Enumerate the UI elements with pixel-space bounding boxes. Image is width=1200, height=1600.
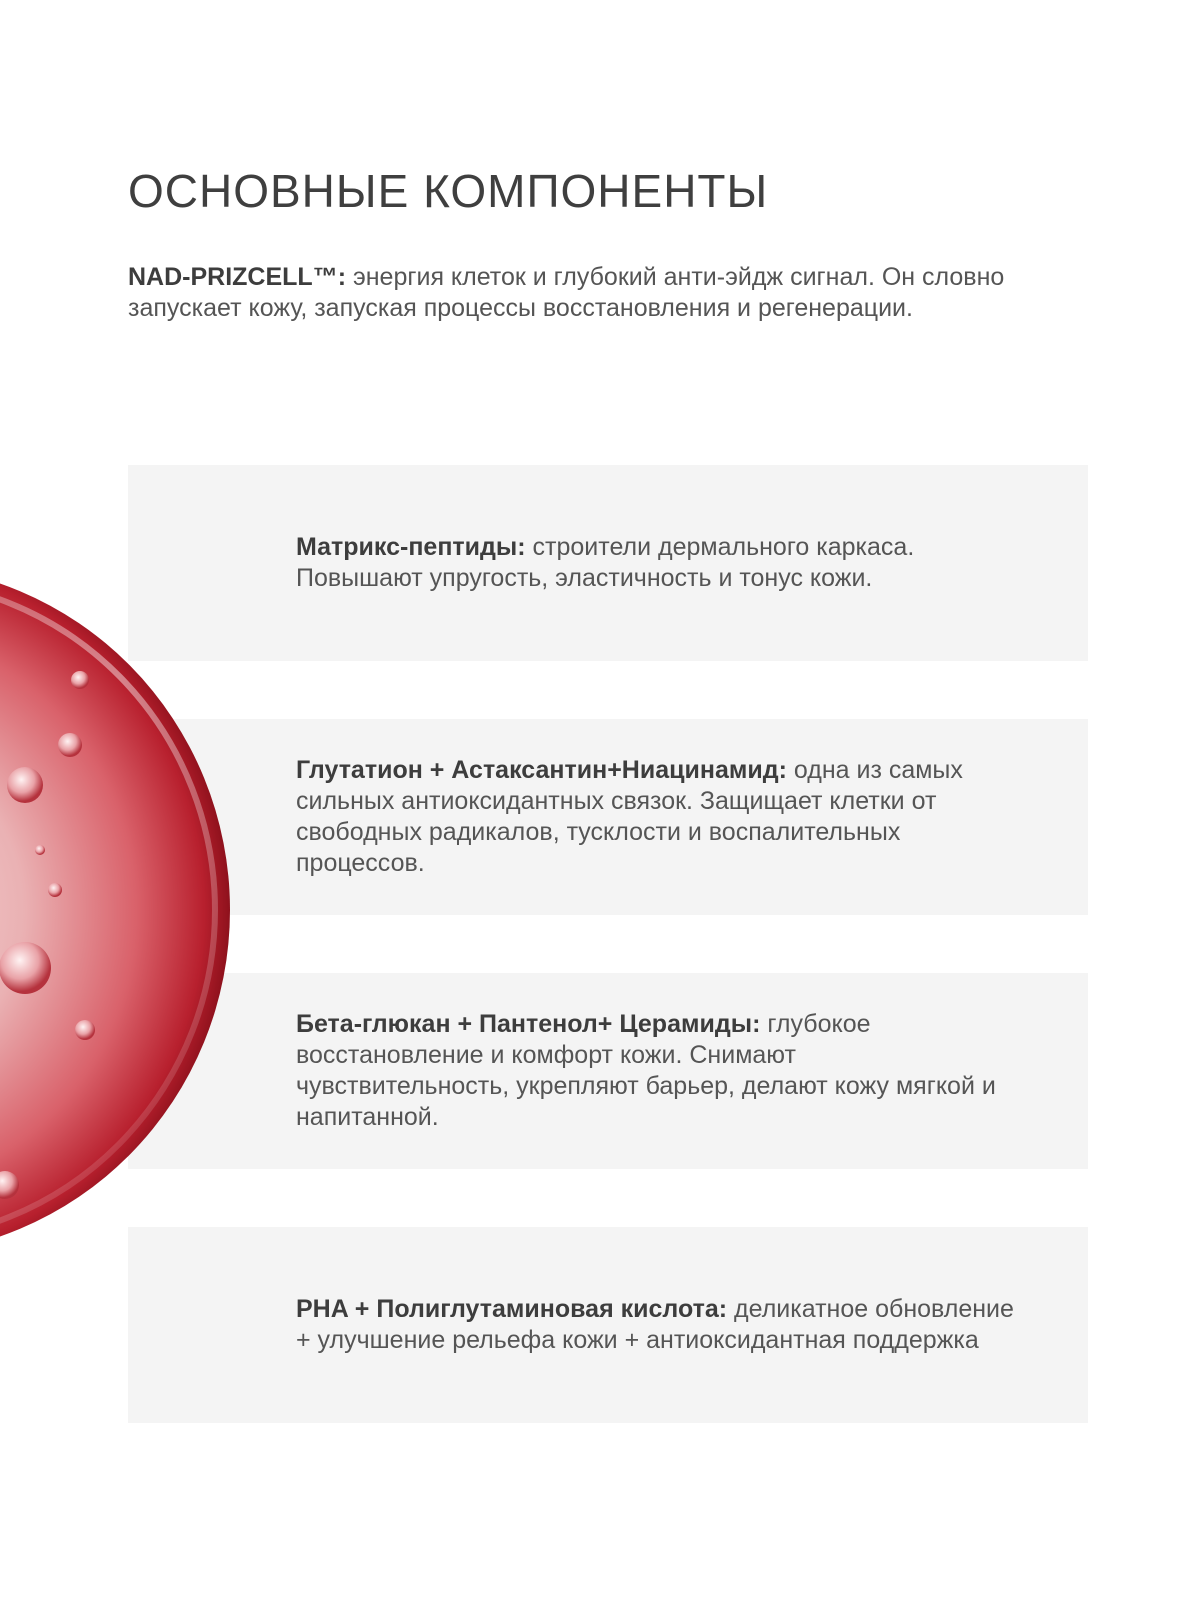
intro-term: NAD-PRIZCELL™: (128, 263, 347, 291)
component-text (296, 532, 1016, 594)
component-description: строители дермального каркаса. Повышают упругость, эластичность и тонус кожи. (296, 533, 915, 592)
component-card-beta-glucan (128, 973, 1088, 1169)
bubble (58, 733, 82, 757)
bubble (0, 942, 51, 994)
intro-paragraph (128, 262, 1078, 324)
intro-description: энергия клеток и глубокий анти-эйдж сигнал. Он словно запускает кожу, запуская процессы восстановления и регенерации. (128, 263, 1005, 322)
component-card-pha (128, 1227, 1088, 1423)
serum-drop-image (0, 560, 240, 1260)
component-term: Матрикс-пептиды: (296, 533, 526, 561)
component-term: Бета-глюкан + Пантенол+ Церамиды: (296, 1010, 761, 1038)
bubble (71, 671, 89, 689)
component-text (296, 1009, 1016, 1133)
bubble (7, 767, 43, 803)
component-card-glutathione (128, 719, 1088, 915)
bubble (48, 883, 62, 897)
page-title: ОСНОВНЫЕ КОМПОНЕНТЫ (128, 165, 769, 217)
bubble (35, 845, 45, 855)
component-term: PHA + Полиглутаминовая кислота: (296, 1295, 728, 1323)
component-text (296, 1294, 1016, 1356)
component-card-matrix-peptides (128, 465, 1088, 661)
component-description: одна из самых сильных антиоксидантных связок. Защищает клетки от свободных радикалов, тусклости и воспалительных процессов. (296, 756, 963, 877)
component-term: Глутатион + Астаксантин+Ниацинамид: (296, 756, 787, 784)
component-description: глубокое восстановление и комфорт кожи. Снимают чувствительность, укрепляют барьер, делают кожу мягкой и напитанной. (296, 1010, 996, 1131)
component-text (296, 755, 1016, 879)
bubble (75, 1020, 95, 1040)
component-description: деликатное обновление + улучшение рельефа кожи + антиоксидантная поддержка (296, 1295, 1014, 1354)
